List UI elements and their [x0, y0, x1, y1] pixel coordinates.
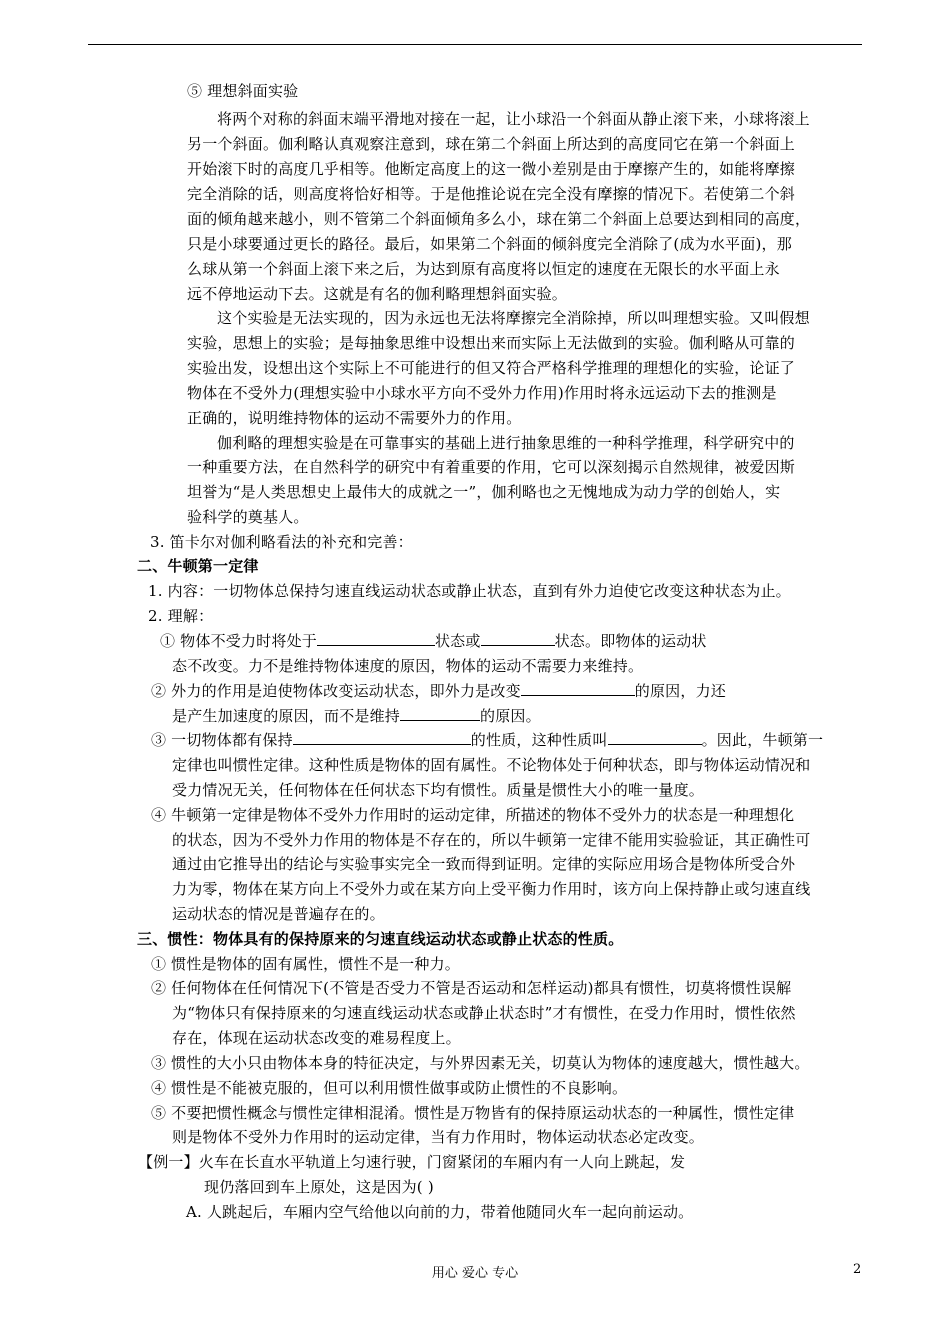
paragraph-line: 态不改变。力不是维持物体速度的原因，物体的运动不需要力来维持。 — [172, 657, 644, 675]
paragraph-line: 只是小球要通过更长的路径。最后，如果第二个斜面的倾斜度完全消除了(成为水平面)，那 — [187, 235, 792, 253]
section-title: 三、惯性：物体具有的保持原来的匀速直线运动状态或静止状态的性质。 — [137, 930, 624, 948]
paragraph-line: 的状态，因为不受外力作用的物体是不存在的，所以牛顿第一定律不能用实验验证，其正确性可 — [172, 831, 811, 849]
example-question: 现仍落回到车上原处，这是因为( ) — [204, 1178, 434, 1196]
paragraph-line: 实验出发，设想出这个实际上不可能进行的但又符合严格科学推理的理想化的实验，论证了 — [187, 359, 796, 377]
answer-option-a: A. 人跳起后，车厢内空气给他以向前的力，带着他随同火车一起向前运动。 — [186, 1203, 694, 1221]
fill-in-line — [172, 705, 541, 727]
paragraph-line: 通过由它推导出的结论与实验事实完全一致而得到证明。定律的实际应用场合是物体所受合外 — [172, 855, 796, 873]
list-item: 3. 笛卡尔对伽利略看法的补充和完善： — [150, 533, 413, 551]
answer-blank[interactable] — [400, 705, 480, 721]
line-text: ② 外力的作用是迫使物体改变运动状态，即外力是改变 — [151, 682, 521, 700]
paragraph-line: 坦誉为“是人类思想史上最伟大的成就之一”，伽利略也之无愧地成为动力学的创始人，实 — [187, 483, 781, 501]
paragraph-line: 受力情况无关，任何物体在任何状态下均有惯性。质量是惯性大小的唯一量度。 — [172, 781, 705, 799]
list-item: 1. 内容：一切物体总保持匀速直线运动状态或静止状态，直到有外力迫使它改变这种状态为止。 — [148, 582, 791, 600]
example-question: 【例一】火车在长直水平轨道上匀速行驶，门窗紧闭的车厢内有一人向上跳起，发 — [138, 1153, 686, 1171]
fill-in-line — [160, 630, 707, 652]
paragraph-line: 正确的，说明维持物体的运动不需要外力的作用。 — [187, 409, 522, 427]
paragraph-line: 实验，思想上的实验；是每抽象思维中设想出来而实际上无法做到的实验。伽利略从可靠的 — [187, 334, 796, 352]
page-number: 2 — [853, 1262, 862, 1277]
section-heading: ⑤ 理想斜面实验 — [187, 82, 299, 100]
paragraph-line: 一种重要方法，在自然科学的研究中有着重要的作用，它可以深刻揭示自然规律，被爱因斯 — [187, 458, 796, 476]
fill-in-line — [151, 680, 726, 702]
paragraph-line: 力为零，物体在某方向上不受外力或在某方向上受平衡力作用时，该方向上保持静止或匀速直线 — [172, 880, 811, 898]
line-text: 。因此，牛顿第一 — [701, 731, 824, 749]
line-text: 的原因。 — [480, 707, 541, 725]
list-item: 2. 理解： — [148, 607, 214, 625]
paragraph-line: 面的倾角越来越小，则不管第二个斜面倾角多么小，球在第二个斜面上总要达到相同的高度， — [187, 210, 811, 228]
line-text: 状态。即物体的运动状 — [554, 632, 707, 650]
line-text: 状态或 — [434, 632, 481, 650]
paragraph-line: 为“物体只有保持原来的匀速直线运动状态或静止状态时”才有惯性，在受力作用时，惯性依然 — [172, 1004, 796, 1022]
list-item: ⑤ 不要把惯性概念与惯性定律相混淆。惯性是万物皆有的保持原运动状态的一种属性，惯性定律 — [151, 1104, 795, 1122]
answer-blank[interactable] — [608, 729, 702, 745]
paragraph-line: 则是物体不受外力作用时的运动定律，当有力作用时，物体运动状态必定改变。 — [172, 1128, 705, 1146]
paragraph-line: ④ 牛顿第一定律是物体不受外力作用时的运动定律，所描述的物体不受外力的状态是一种理想化 — [151, 806, 795, 824]
paragraph-line: 这个实验是无法实现的，因为永远也无法将摩擦完全消除掉，所以叫理想实验。又叫假想 — [217, 309, 810, 327]
footer-slogan: 用心 爱心 专心 — [431, 1266, 519, 1281]
paragraph-line: 物体在不受外力(理想实验中小球水平方向不受外力作用)作用时将永远运动下去的推测是 — [187, 384, 777, 402]
line-text: 是产生加速度的原因，而不是维持 — [172, 707, 401, 725]
paragraph-line: 么球从第一个斜面上滚下来之后，为达到原有高度将以恒定的速度在无限长的水平面上永 — [187, 260, 780, 278]
line-text: ③ 一切物体都有保持 — [151, 731, 293, 749]
line-text: 的性质，这种性质叫 — [470, 731, 608, 749]
answer-blank[interactable] — [293, 729, 471, 745]
paragraph-line: 远不停地运动下去。这就是有名的伽利略理想斜面实验。 — [187, 285, 568, 303]
line-text: ① 物体不受力时将处于 — [160, 632, 317, 650]
answer-blank[interactable] — [521, 680, 635, 696]
section-title: 二、牛顿第一定律 — [137, 557, 259, 575]
paragraph-line: 伽利略的理想实验是在可靠事实的基础上进行抽象思维的一种科学推理，科学研究中的 — [217, 434, 795, 452]
list-item: ① 惯性是物体的固有属性，惯性不是一种力。 — [151, 955, 460, 973]
answer-blank[interactable] — [481, 630, 555, 646]
paragraph-line: 将两个对称的斜面末端平滑地对接在一起，让小球沿一个斜面从静止滚下来，小球将滚上 — [217, 110, 810, 128]
line-text: 的原因，力还 — [634, 682, 726, 700]
paragraph-line: 存在，体现在运动状态改变的难易程度上。 — [172, 1029, 461, 1047]
answer-blank[interactable] — [317, 630, 435, 646]
header-rule — [88, 44, 862, 45]
paragraph-line: 另一个斜面。伽利略认真观察注意到，球在第二个斜面上所达到的高度同它在第一个斜面上 — [187, 135, 796, 153]
paragraph-line: 运动状态的情况是普遍存在的。 — [172, 905, 385, 923]
paragraph-line: 验科学的奠基人。 — [187, 508, 309, 526]
list-item: ② 任何物体在任何情况下(不管是否受力不管是否运动和怎样运动)都具有惯性，切莫将惯性误解 — [151, 979, 792, 997]
list-item: ④ 惯性是不能被克服的，但可以利用惯性做事或防止惯性的不良影响。 — [151, 1079, 628, 1097]
paragraph-line: 完全消除的话，则高度将恰好相等。于是他推论说在完全没有摩擦的情况下。若使第二个斜 — [187, 185, 796, 203]
paragraph-line: 开始滚下时的高度几乎相等。他断定高度上的这一微小差别是由于摩擦产生的，如能将摩擦 — [187, 160, 796, 178]
list-item: ③ 惯性的大小只由物体本身的特征决定，与外界因素无关，切莫认为物体的速度越大，惯性越大。 — [151, 1054, 810, 1072]
paragraph-line: 定律也叫惯性定律。这种性质是物体的固有属性。不论物体处于何种状态，即与物体运动情况和 — [172, 756, 811, 774]
fill-in-line — [151, 729, 823, 751]
